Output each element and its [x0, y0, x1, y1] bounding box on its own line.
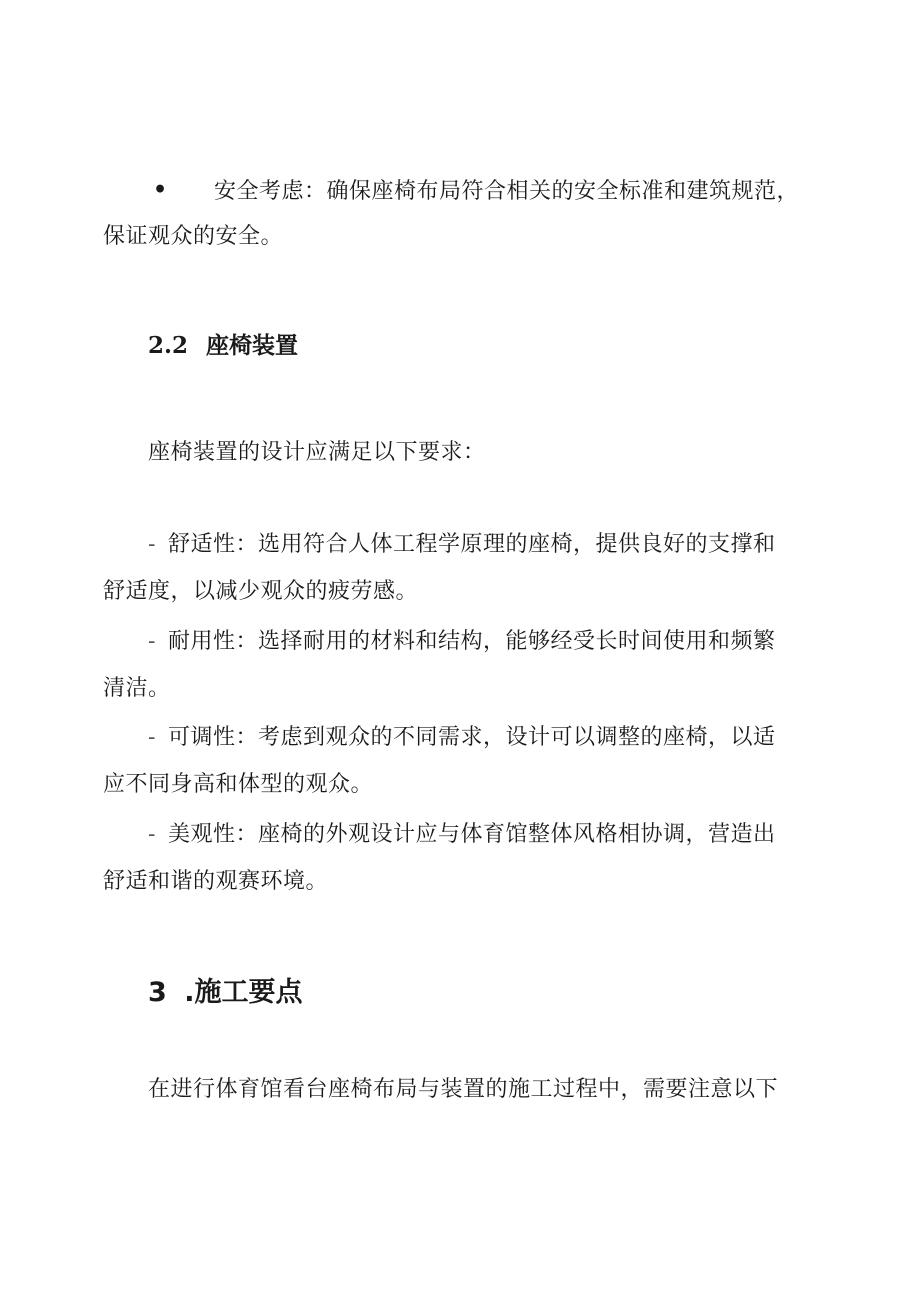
requirement-comfort-text: 舒适性：选用符合人体工程学原理的座椅，提供良好的支撑和 — [167, 532, 776, 557]
dash-marker: - — [148, 532, 156, 557]
requirement-aesthetics-line2: 舒适和谐的观赛环境。 — [103, 869, 329, 894]
bullet-safety-line2: 保证观众的安全。 — [103, 224, 284, 249]
requirement-durability-text: 耐用性：选择耐用的材料和结构，能够经受长时间使用和频繁 — [167, 629, 776, 654]
requirement-adjustability-line2: 应不同身高和体型的观众。 — [103, 772, 374, 797]
requirement-durability-line1 — [148, 627, 775, 657]
section-3-number: 3 — [148, 977, 167, 1008]
bullet-marker: • — [153, 177, 168, 203]
requirement-aesthetics-text: 美观性：座椅的外观设计应与体育馆整体风格相协调，营造出 — [167, 822, 776, 847]
requirements-intro: 座椅装置的设计应满足以下要求： — [148, 440, 486, 465]
requirement-comfort-line2: 舒适度，以减少观众的疲劳感。 — [103, 579, 419, 604]
requirement-aesthetics-line1 — [148, 820, 775, 850]
section-3-title: .施工要点 — [184, 977, 303, 1008]
section-3-heading — [148, 976, 302, 1010]
requirement-adjustability-text: 可调性：考虑到观众的不同需求，设计可以调整的座椅，以适 — [167, 725, 776, 750]
dash-marker: - — [148, 725, 156, 750]
dash-marker: - — [148, 629, 156, 654]
dash-marker: - — [148, 822, 156, 847]
construction-intro: 在进行体育馆看台座椅布局与装置的施工过程中，需要注意以下 — [148, 1077, 779, 1102]
bullet-safety-line1: 安全考虑：确保座椅布局符合相关的安全标准和建筑规范， — [214, 179, 800, 204]
section-2-2-number: 2.2 — [148, 332, 189, 359]
requirement-durability-line2: 清洁。 — [103, 676, 171, 701]
section-2-2-title: 座椅装置 — [206, 333, 299, 359]
section-2-2-heading — [148, 331, 298, 361]
requirement-comfort-line1 — [148, 530, 775, 560]
requirement-adjustability-line1 — [148, 723, 775, 753]
